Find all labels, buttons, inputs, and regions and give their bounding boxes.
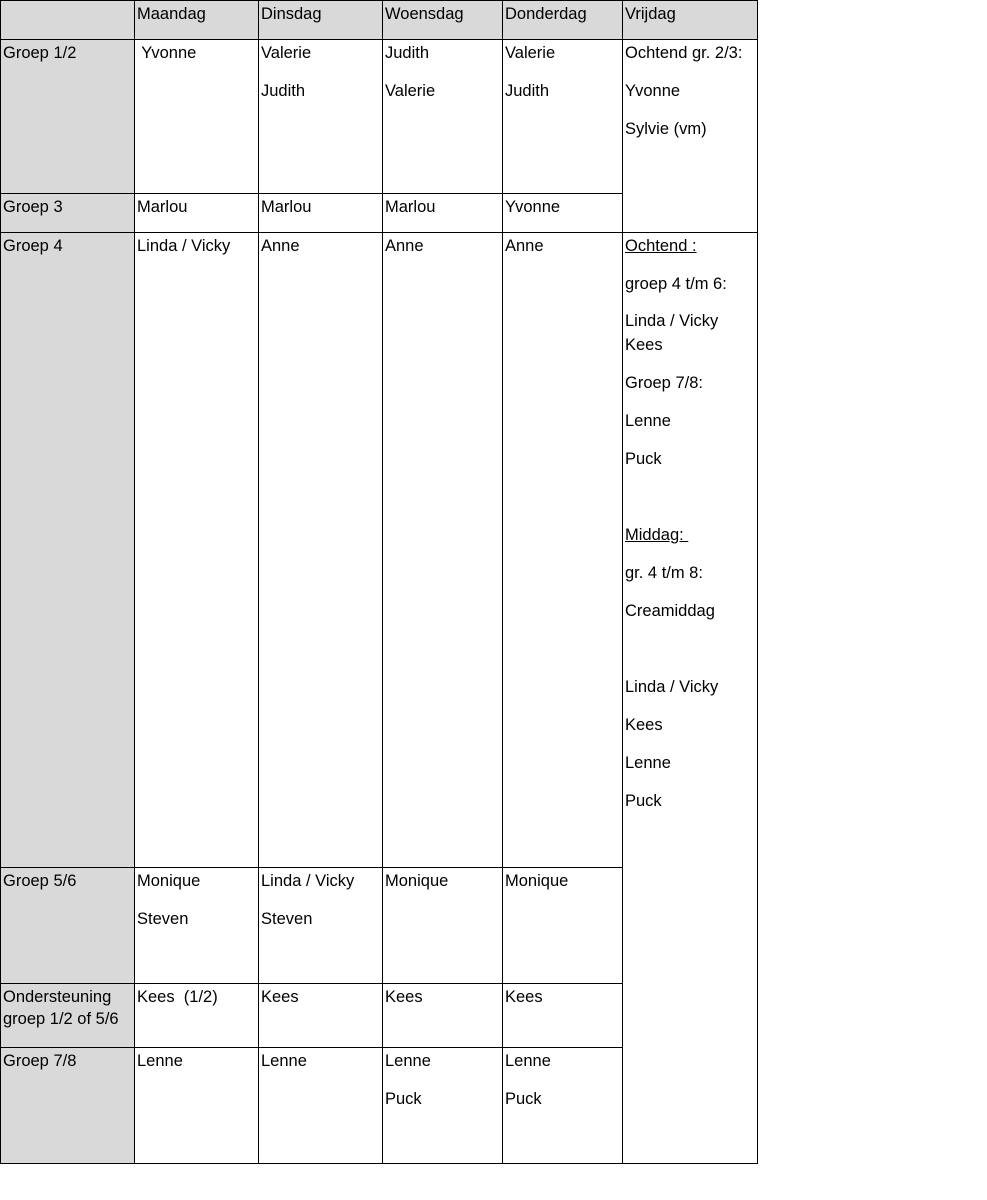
header-row [1, 1, 758, 40]
teacher-name: Linda / Vicky [625, 678, 719, 696]
middag-activity: Creamiddag [625, 602, 715, 620]
teacher-name: Kees [625, 716, 663, 734]
cell-maandag [135, 868, 259, 984]
teacher-name: Judith [385, 44, 430, 62]
teacher-name: Yvonne [137, 44, 197, 62]
teacher-name: Lenne [505, 1052, 551, 1070]
spacer [625, 639, 755, 677]
cell-woensdag: Monique [383, 868, 503, 984]
teacher-name: Valerie [505, 44, 556, 62]
row-label-line: groep 1/2 of 5/6 [3, 1010, 119, 1028]
row-label [1, 984, 135, 1048]
row-groep-4 [1, 233, 758, 868]
row-label: Groep 4 [1, 233, 135, 868]
row-label: Groep 5/6 [1, 868, 135, 984]
row-groep-1-2 [1, 40, 758, 194]
ochtend-subheading: Groep 7/8: [625, 374, 703, 392]
cell-woensdag: Marlou [383, 194, 503, 233]
teacher-name: Monique [137, 872, 201, 890]
teacher-name: Yvonne [625, 82, 681, 100]
teacher-name: Sylvie (vm) [625, 120, 707, 138]
cell-vrijdag-main [623, 233, 758, 1164]
header-maandag: Maandag [135, 1, 259, 40]
row-label: Groep 1/2 [1, 40, 135, 194]
teacher-name: Judith [505, 82, 550, 100]
cell-woensdag: Kees [383, 984, 503, 1048]
header-dinsdag: Dinsdag [259, 1, 383, 40]
ochtend-heading: Ochtend : [625, 237, 697, 255]
teacher-name: Lenne [625, 754, 671, 772]
cell-donderdag: Anne [503, 233, 623, 868]
cell-maandag: Kees (1/2) [135, 984, 259, 1048]
teacher-name: Lenne [385, 1052, 431, 1070]
cell-maandag: Marlou [135, 194, 259, 233]
teacher-name: Linda / Vicky [261, 872, 355, 890]
teacher-name: Kees [625, 336, 663, 354]
cell-maandag [135, 40, 259, 194]
spacer [625, 487, 755, 525]
cell-donderdag [503, 40, 623, 194]
cell-maandag: Linda / Vicky [135, 233, 259, 868]
cell-vrijdag-top [623, 40, 758, 233]
teacher-name: Judith [261, 82, 306, 100]
cell-dinsdag: Kees [259, 984, 383, 1048]
cell-dinsdag: Anne [259, 233, 383, 868]
cell-dinsdag: Lenne [259, 1048, 383, 1164]
teacher-name: Puck [385, 1090, 422, 1108]
teacher-name: Puck [505, 1090, 542, 1108]
cell-woensdag: Anne [383, 233, 503, 868]
header-vrijdag: Vrijdag [623, 1, 758, 40]
teacher-name: Valerie [261, 44, 312, 62]
ochtend-subheading: groep 4 t/m 6: [625, 275, 727, 293]
cell-donderdag: Yvonne [503, 194, 623, 233]
header-donderdag: Donderdag [503, 1, 623, 40]
cell-dinsdag: Marlou [259, 194, 383, 233]
corner-cell [1, 1, 135, 40]
cell-woensdag [383, 1048, 503, 1164]
row-label-line: Ondersteuning [3, 988, 112, 1006]
cell-woensdag [383, 40, 503, 194]
cell-donderdag: Kees [503, 984, 623, 1048]
cell-maandag: Lenne [135, 1048, 259, 1164]
teacher-name: Puck [625, 792, 662, 810]
middag-subheading: gr. 4 t/m 8: [625, 564, 703, 582]
row-label: Groep 7/8 [1, 1048, 135, 1164]
teacher-name: Linda / Vicky [625, 312, 719, 330]
middag-heading: Middag: [625, 526, 689, 544]
cell-dinsdag [259, 40, 383, 194]
cell-donderdag [503, 1048, 623, 1164]
teacher-name: Lenne [625, 412, 671, 430]
row-label: Groep 3 [1, 194, 135, 233]
vrijdag-ochtend-2-3: Ochtend gr. 2/3: [625, 44, 743, 62]
teacher-name: Valerie [385, 82, 436, 100]
cell-dinsdag [259, 868, 383, 984]
header-woensdag: Woensdag [383, 1, 503, 40]
teacher-name: Steven [261, 910, 313, 928]
teacher-name: Puck [625, 450, 662, 468]
teacher-name: Steven [137, 910, 189, 928]
cell-donderdag: Monique [503, 868, 623, 984]
